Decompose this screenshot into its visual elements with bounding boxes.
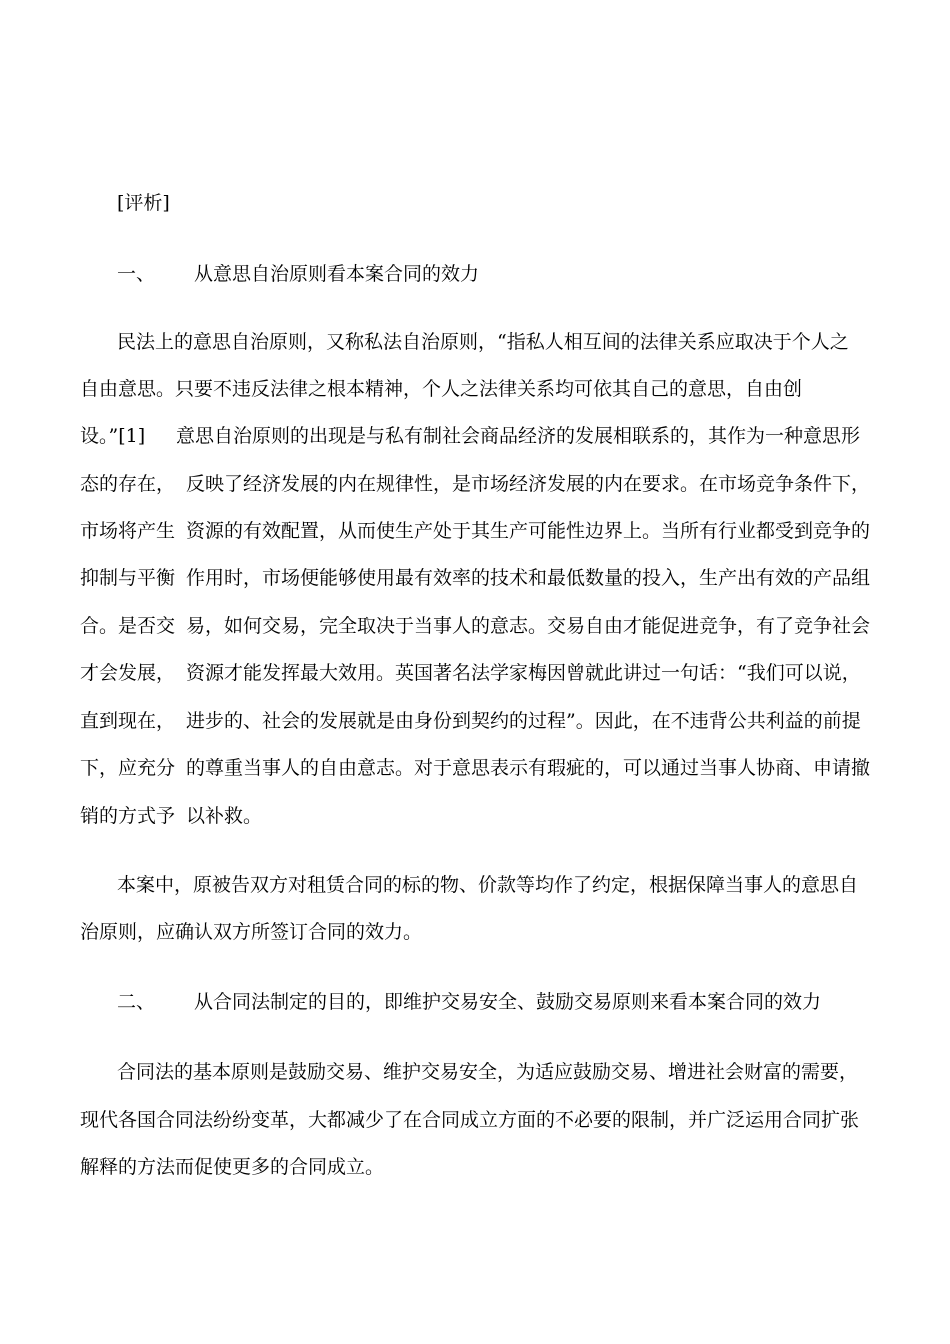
text-segment: 下，应充分 (80, 757, 176, 779)
text-segment: 态的存在， (80, 473, 176, 495)
text-segment: 市场将产生 (80, 520, 176, 542)
text-segment: 才会发展， (80, 662, 176, 684)
section-title-2: 从合同法制定的目的，即维护交易安全、鼓励交易原则来看本案合同的效力 (194, 991, 822, 1013)
text-segment: 销的方式予 (80, 805, 176, 827)
review-label: [评析] (117, 192, 170, 214)
text-segment: 合。是否交 (80, 615, 176, 637)
text-segment: 直到现在， (80, 710, 176, 732)
text-segment: 资源的有效配置，从而使生产处于其生产可能性边界上。当所有行业都受到竞争的 (186, 520, 871, 542)
text-segment: 解释的方法而促使更多的合同成立。 (80, 1156, 385, 1178)
text-segment: 反映了经济发展的内在规律性，是市场经济发展的内在要求。在市场竞争条件下， (186, 473, 871, 495)
text-segment: 进步的、社会的发展就是由身份到契约的过程”。因此，在不违背公共利益的前提 (186, 710, 861, 732)
text-segment: 以补救。 (186, 805, 263, 827)
text-segment: 资源才能发挥最大效用。英国著名法学家梅因曾就此讲过一句话：“我们可以说， (186, 662, 861, 684)
text-segment: 意思自治原则的出现是与私有制社会商品经济的发展相联系的，其作为一种意思形 (176, 425, 861, 447)
section-title-1: 从意思自治原则看本案合同的效力 (194, 263, 480, 285)
text-segment: 的尊重当事人的自由意志。对于意思表示有瑕疵的，可以通过当事人协商、申请撤 (186, 757, 871, 779)
text-segment: 自由意思。只要不违反法律之根本精神，个人之法律关系均可依其自己的意思，自由创 (80, 378, 803, 400)
text-segment: 作用时，市场便能够使用最有效率的技术和最低数量的投入，生产出有效的产品组 (186, 567, 871, 589)
section-number-1: 一、 (117, 263, 156, 285)
text-segment: 易，如何交易，完全取决于当事人的意志。交易自由才能促进竞争，有了竞争社会 (186, 615, 871, 637)
text-segment: 设。”[1] (80, 425, 146, 447)
text-segment: 现代各国合同法纷纷变革，大都减少了在合同成立方面的不必要的限制，并广泛运用合同扩张 (80, 1109, 860, 1131)
text-segment: 治原则，应确认双方所签订合同的效力。 (80, 921, 423, 943)
text-segment: 本案中，原被告双方对租赁合同的标的物、价款等均作了约定，根据保障当事人的意思自 (117, 874, 859, 896)
text-segment: 民法上的意思自治原则，又称私法自治原则，“指私人相互间的法律关系应取决于个人之 (117, 331, 849, 353)
text-segment: 抑制与平衡 (80, 567, 176, 589)
text-segment: 合同法的基本原则是鼓励交易、维护交易安全，为适应鼓励交易、增进社会财富的需要， (117, 1061, 859, 1083)
section-number-2: 二、 (117, 991, 156, 1013)
